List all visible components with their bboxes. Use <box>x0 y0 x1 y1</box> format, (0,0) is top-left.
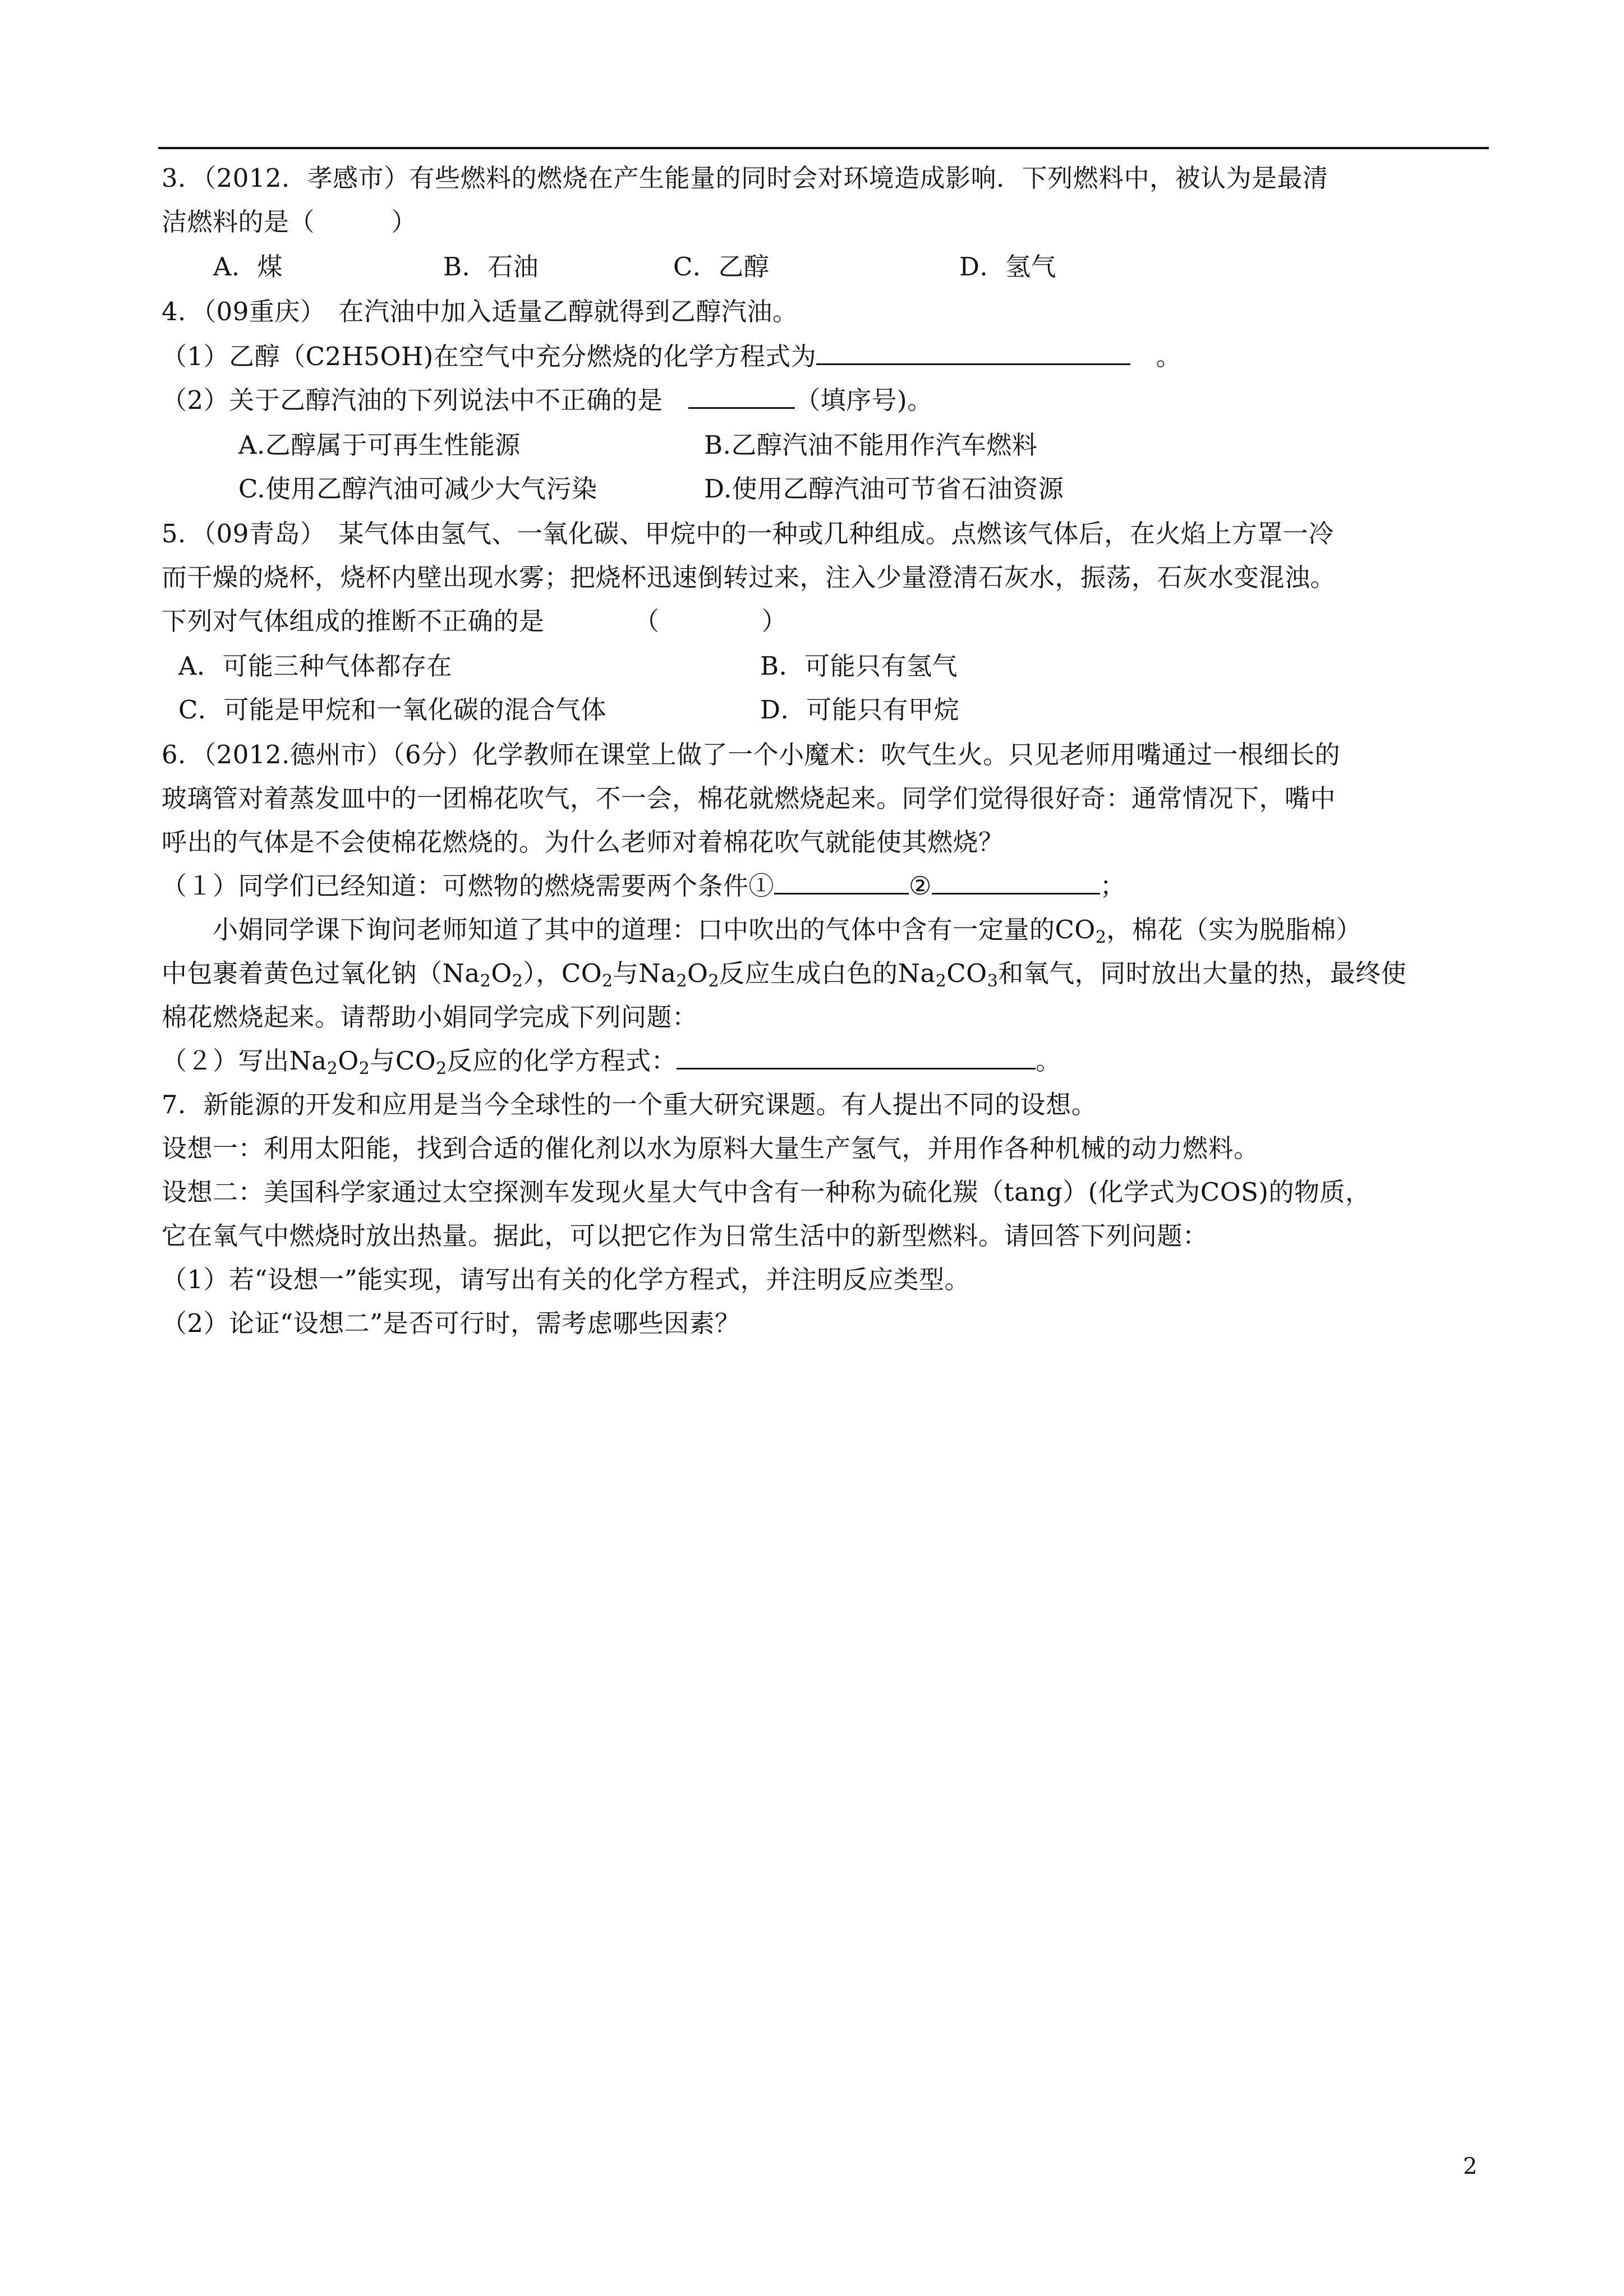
q4-option-a: A.乙醇属于可再生性能源 <box>238 430 521 460</box>
subscript: 2 <box>602 971 613 991</box>
page-number: 2 <box>1463 2154 1478 2179</box>
subscript: 2 <box>708 971 720 991</box>
answer-blank[interactable] <box>677 1044 1036 1069</box>
q5-line1: 5．（09青岛） 某气体由氢气、一氧化碳、甲烷中的一种或几种组成。点燃该气体后，在火焰上方罩一冷 <box>162 519 1334 548</box>
answer-blank[interactable] <box>932 869 1100 895</box>
q3-line1: 3．（2012．孝感市）有些燃料的燃烧在产生能量的同时会对环境造成影响．下列燃料中，被认为是最清 <box>162 163 1328 193</box>
q7-line3: 设想二：美国科学家通过太空探测车发现火星大气中含有一种称为硫化羰（tang）(化学式为COS)的物质， <box>162 1177 1371 1207</box>
q4-sub2-text: （2）关于乙醇汽油的下列说法中不正确的是 <box>162 385 689 415</box>
subscript: 2 <box>326 1059 338 1078</box>
q6-sub2-end: 。 <box>1036 1046 1061 1076</box>
q6-sub2 <box>162 1044 1061 1078</box>
q4-option-b: B.乙醇汽油不能用作汽车燃料 <box>704 430 1038 460</box>
q5-option-b: B．可能只有氢气 <box>760 651 958 681</box>
q6-sub2-text: 与CO <box>370 1046 436 1076</box>
answer-blank[interactable] <box>774 869 909 895</box>
q3-option-a: A．煤 <box>213 252 283 282</box>
q6-sub1-mark: ② <box>909 871 932 901</box>
q7-line2: 设想一：利用太阳能，找到合适的催化剂以水为原料大量生产氢气，并用作各种机械的动力燃料。 <box>162 1133 1259 1163</box>
q5-option-c: C．可能是甲烷和一氧化碳的混合气体 <box>178 695 606 725</box>
q3-option-c: C．乙醇 <box>673 252 770 282</box>
subscript: 3 <box>987 971 999 991</box>
subscript: 2 <box>935 971 947 991</box>
q5-line2: 而干燥的烧杯，烧杯内壁出现水雾；把烧杯迅速倒转过来，注入少量澄清石灰水，振荡，石灰水变混浊。 <box>162 563 1336 592</box>
subscript: 2 <box>436 1059 447 1078</box>
q4-sub1-end: 。 <box>1130 342 1182 371</box>
q6-sub1 <box>162 869 1125 903</box>
subscript: 2 <box>512 971 523 991</box>
q6-line3: 呼出的气体是不会使棉花燃烧的。为什么老师对着棉花吹气就能使其燃烧？ <box>162 827 1004 857</box>
q4-sub1-text: （1）乙醇（C2H5OH)在空气中充分燃烧的化学方程式为 <box>162 342 817 371</box>
q6-para1 <box>162 913 1361 947</box>
q7-line4: 它在氧气中燃烧时放出热量。据此，可以把它作为日常生活中的新型燃料。请回答下列问题： <box>162 1221 1208 1251</box>
q6-sub2-text: 反应的化学方程式： <box>447 1046 677 1076</box>
q6-para1-text: ，棉花（实为脱脂棉） <box>1106 915 1362 944</box>
q3-line2: 洁燃料的是（ ） <box>162 207 417 237</box>
q4-option-d: D.使用乙醇汽油可节省石油资源 <box>704 474 1064 504</box>
q4-sub1 <box>162 340 1181 374</box>
q7-line1: 7．新能源的开发和应用是当今全球性的一个重大研究课题。有人提出不同的设想。 <box>162 1090 1097 1119</box>
q6-sub1-text: （１）同学们已经知道：可燃物的燃烧需要两个条件① <box>162 871 775 901</box>
q6-sub2-text: O <box>338 1046 359 1076</box>
q6-para2-text: 中包裹着黄色过氧化钠（Na <box>162 958 480 988</box>
q7-line6: （2）论证“设想二”是否可行时，需考虑哪些因素？ <box>162 1308 740 1338</box>
q5-option-d: D．可能只有甲烷 <box>760 695 960 725</box>
q4-sub2-end: （填序号)。 <box>795 385 933 415</box>
q6-sub2-text: （２）写出Na <box>162 1046 327 1076</box>
q6-para2-text: 与Na <box>613 958 677 988</box>
q3-option-b: B．石油 <box>443 252 539 282</box>
answer-blank[interactable] <box>688 384 795 409</box>
q6-para1-text: 小娟同学课下询问老师知道了其中的道理：口中吹出的气体中含有一定量的CO <box>162 915 1096 944</box>
subscript: 2 <box>480 971 491 991</box>
q6-para3: 棉花燃烧起来。请帮助小娟同学完成下列问题： <box>162 1002 698 1032</box>
q6-sub1-end: ； <box>1099 871 1126 901</box>
subscript: 2 <box>358 1059 370 1078</box>
q6-para2-text: 和氧气，同时放出大量的热，最终使 <box>998 958 1407 988</box>
q6-para2-text: CO <box>946 958 987 988</box>
q5-option-a: A．可能三种气体都存在 <box>178 651 452 681</box>
q5-line3: 下列对气体组成的推断不正确的是 （ ） <box>162 606 788 636</box>
q7-line5: （1）若“设想一”能实现，请写出有关的化学方程式，并注明反应类型。 <box>162 1265 970 1294</box>
subscript: 2 <box>1095 928 1107 947</box>
q6-para2-text: O <box>491 958 512 988</box>
q4-sub2 <box>162 384 933 417</box>
answer-blank[interactable] <box>816 340 1130 365</box>
header-rule <box>158 147 1489 149</box>
q6-line1: 6．（2012.德州市）（6分）化学教师在课堂上做了一个小魔术：吹气生火。只见老师用嘴通过一根细长的 <box>162 740 1341 769</box>
q4-option-c: C.使用乙醇汽油可减少大气污染 <box>238 474 597 504</box>
q6-line2: 玻璃管对着蒸发皿中的一团棉花吹气，不一会，棉花就燃烧起来。同学们觉得很好奇：通常情况下，嘴中 <box>162 783 1336 813</box>
q3-option-d: D．氢气 <box>959 252 1057 282</box>
q6-para2-text: ），CO <box>523 958 602 988</box>
q6-para2-text: 反应生成白色的Na <box>719 958 936 988</box>
subscript: 2 <box>676 971 688 991</box>
q4-line1: 4．（09重庆） 在汽油中加入适量乙醇就得到乙醇汽油。 <box>162 297 798 326</box>
q6-para2-text: O <box>687 958 709 988</box>
q6-para2 <box>162 957 1406 990</box>
